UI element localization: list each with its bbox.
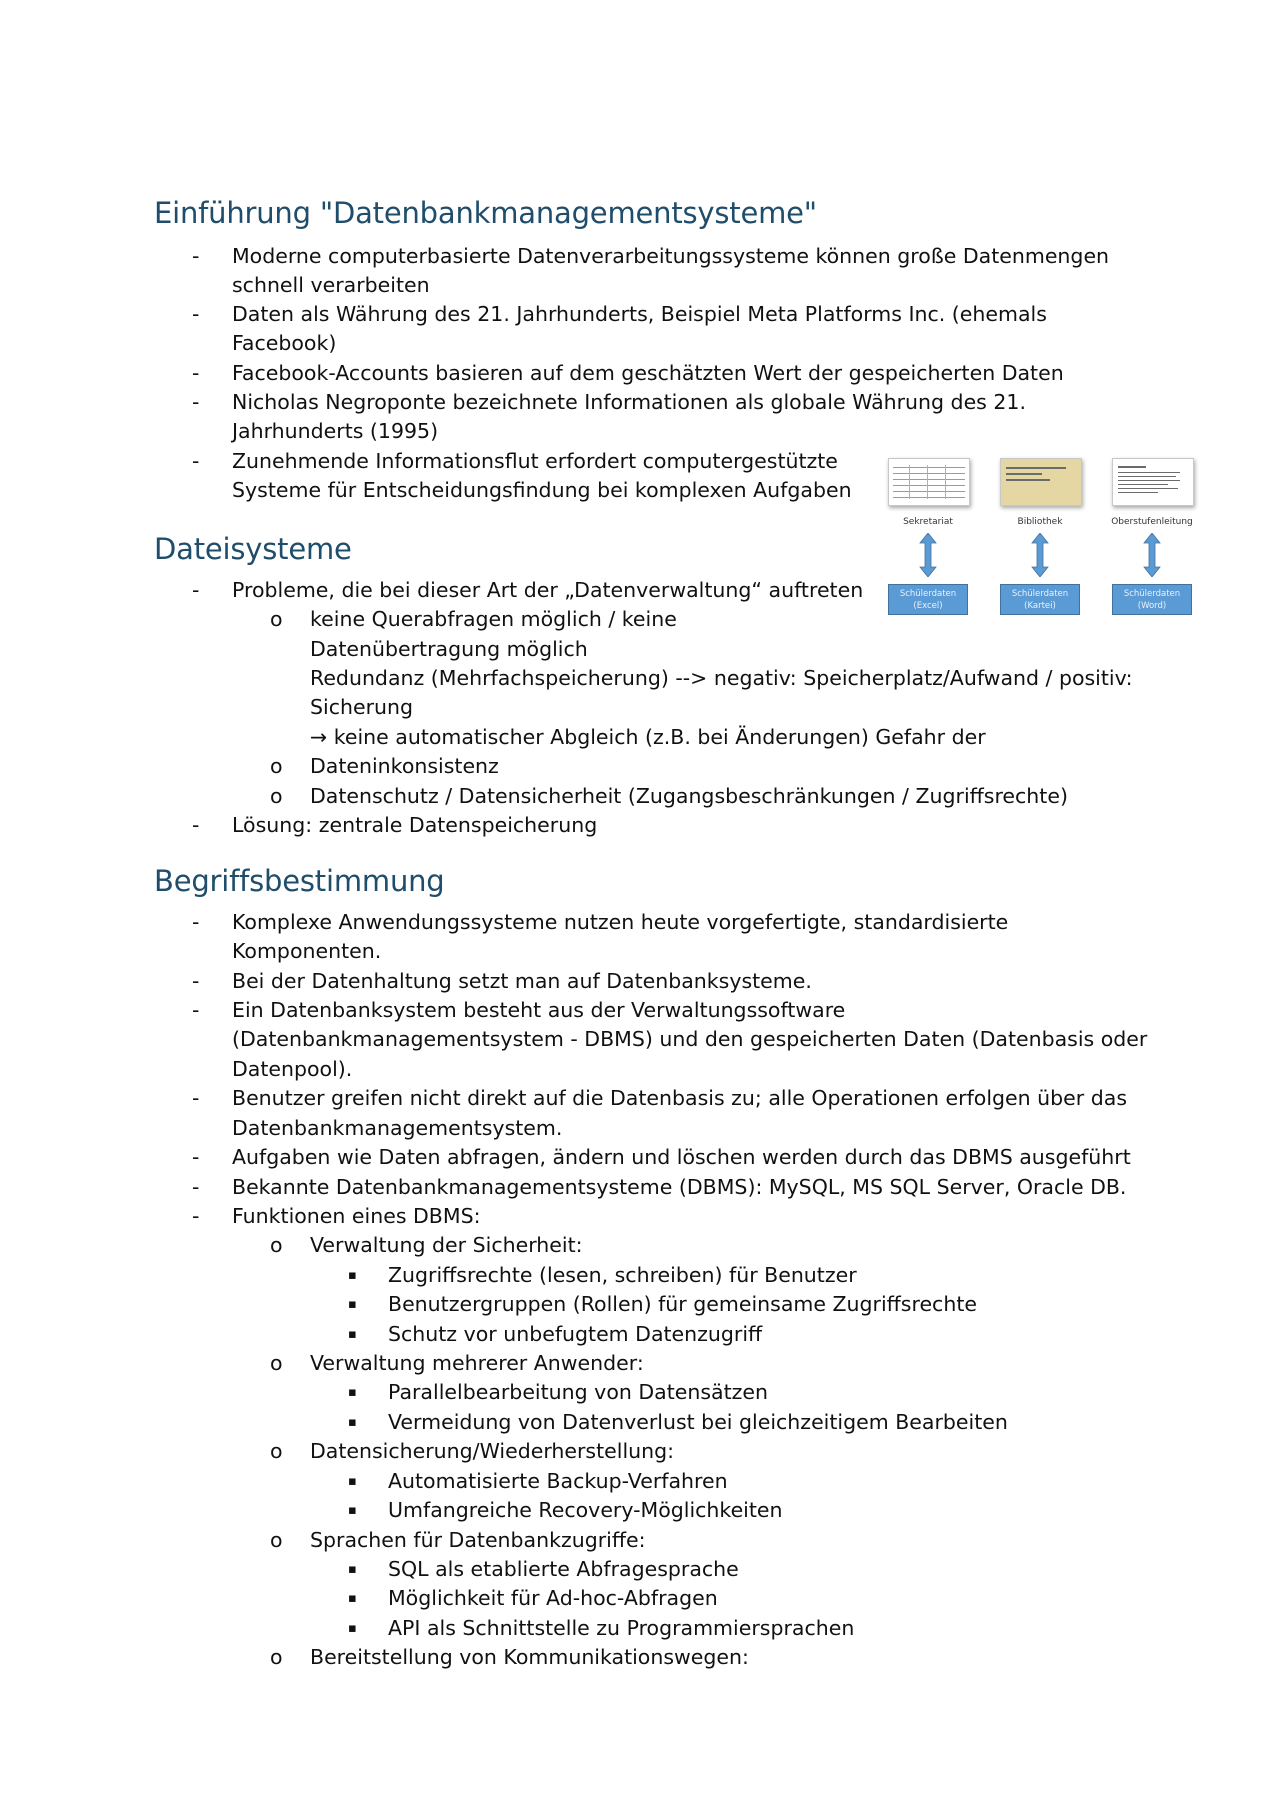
dash-marker: - — [192, 361, 200, 385]
bullet-text: Facebook-Accounts basieren auf dem geschätzten Wert der gespeicherten Daten — [232, 361, 1064, 385]
bullet-text: Komplexe Anwendungssysteme nutzen heute vorgefertigte, standardisierte — [232, 910, 1009, 934]
bullet-text: Facebook) — [232, 331, 337, 355]
bullet-text: Komponenten. — [232, 939, 382, 963]
square-marker: ▪ — [348, 1327, 357, 1342]
dash-marker: - — [192, 1086, 200, 1110]
square-marker: ▪ — [348, 1297, 357, 1312]
bullet-text: Datenübertragung möglich — [310, 637, 588, 661]
bullet-text: Sicherung — [310, 695, 414, 719]
bullet-text: Zunehmende Informationsflut erfordert computergestützte — [232, 449, 838, 473]
dash-marker: - — [192, 244, 200, 268]
dash-marker: - — [192, 302, 200, 326]
bullet-text: Daten als Währung des 21. Jahrhunderts, Beispiel Meta Platforms Inc. (ehemals — [232, 302, 1047, 326]
arrow-line — [310, 723, 986, 753]
bullet-text: schnell verarbeiten — [232, 273, 430, 297]
bullet-text: Bereitstellung von Kommunikationswegen: — [310, 1645, 749, 1669]
dash-marker: - — [192, 998, 200, 1022]
bullet-text: Datensicherung/Wiederherstellung: — [310, 1439, 675, 1463]
circle-marker: o — [270, 1645, 283, 1669]
bullet-text: Lösung: zentrale Datenspeicherung — [232, 813, 598, 837]
dash-marker: - — [192, 449, 200, 473]
circle-marker: o — [270, 607, 283, 631]
dash-marker: - — [192, 969, 200, 993]
bullet-text: Parallelbearbeitung von Datensätzen — [388, 1380, 769, 1404]
bullet-text: Dateninkonsistenz — [310, 754, 499, 778]
square-marker: ▪ — [348, 1621, 357, 1636]
figure-label: Sekretariat — [903, 517, 953, 527]
bullet-text: API als Schnittstelle zu Programmiersprachen — [388, 1616, 855, 1640]
data-box: Schülerdaten (Excel) — [888, 584, 968, 615]
bullet-text: Schutz vor unbefugtem Datenzugriff — [388, 1322, 763, 1346]
card-thumbnail — [1000, 458, 1082, 506]
square-marker: ▪ — [348, 1385, 357, 1400]
section-heading-dateisysteme: Dateisysteme — [154, 532, 352, 566]
section-heading-einfuehrung: Einführung "Datenbankmanagementsysteme" — [154, 196, 817, 230]
circle-marker: o — [270, 1439, 283, 1463]
bullet-text: Benutzer greifen nicht direkt auf die Datenbasis zu; alle Operationen erfolgen über das — [232, 1086, 1127, 1110]
data-box: Schülerdaten (Word) — [1112, 584, 1192, 615]
double-arrow-icon — [1142, 533, 1162, 577]
bullet-text: Zugriffsrechte (lesen, schreiben) für Benutzer — [388, 1263, 857, 1287]
square-marker: ▪ — [348, 1562, 357, 1577]
dash-marker: - — [192, 578, 200, 602]
bullet-text: Automatisierte Backup-Verfahren — [388, 1469, 728, 1493]
bullet-text: Jahrhunderts (1995) — [232, 419, 439, 443]
square-marker: ▪ — [348, 1268, 357, 1283]
bullet-text: Bei der Datenhaltung setzt man auf Datenbanksysteme. — [232, 969, 812, 993]
circle-marker: o — [270, 754, 283, 778]
dash-marker: - — [192, 1175, 200, 1199]
circle-marker: o — [270, 1233, 283, 1257]
circle-marker: o — [270, 784, 283, 808]
bullet-text: Bekannte Datenbankmanagementsysteme (DBMS): MySQL, MS SQL Server, Oracle DB. — [232, 1175, 1127, 1199]
data-box: Schülerdaten (Kartei) — [1000, 584, 1080, 615]
bullet-text: Nicholas Negroponte bezeichnete Informationen als globale Währung des 21. — [232, 390, 1026, 414]
square-marker: ▪ — [348, 1591, 357, 1606]
circle-marker: o — [270, 1351, 283, 1375]
bullet-text: Sprachen für Datenbankzugriffe: — [310, 1528, 646, 1552]
bullet-text: Systeme für Entscheidungsfindung bei komplexen Aufgaben — [232, 478, 852, 502]
dash-marker: - — [192, 1204, 200, 1228]
double-arrow-icon — [918, 533, 938, 577]
bullet-text: Moderne computerbasierte Datenverarbeitungssysteme können große Datenmengen — [232, 244, 1110, 268]
excel-thumbnail — [888, 458, 970, 506]
dash-marker: - — [192, 390, 200, 414]
bullet-text: Benutzergruppen (Rollen) für gemeinsame Zugriffsrechte — [388, 1292, 977, 1316]
bullet-text: Probleme, die bei dieser Art der „Datenverwaltung“ auftreten — [232, 578, 864, 602]
bullet-text: Funktionen eines DBMS: — [232, 1204, 481, 1228]
dash-marker: - — [192, 1145, 200, 1169]
bullet-text: Verwaltung der Sicherheit: — [310, 1233, 583, 1257]
word-thumbnail — [1112, 458, 1194, 506]
arrow-right-icon: → — [310, 725, 328, 749]
square-marker: ▪ — [348, 1474, 357, 1489]
bullet-text: Möglichkeit für Ad-hoc-Abfragen — [388, 1586, 718, 1610]
bullet-text: Redundanz (Mehrfachspeicherung) --> negativ: Speicherplatz/Aufwand / positiv: — [310, 666, 1133, 690]
bullet-text: keine automatischer Abgleich (z.B. bei Änderungen) Gefahr der — [327, 725, 986, 749]
dash-marker: - — [192, 910, 200, 934]
dash-marker: - — [192, 813, 200, 837]
square-marker: ▪ — [348, 1503, 357, 1518]
bullet-text: Datenbankmanagementsystem. — [232, 1116, 563, 1140]
bullet-text: Umfangreiche Recovery-Möglichkeiten — [388, 1498, 783, 1522]
double-arrow-icon — [1030, 533, 1050, 577]
bullet-text: (Datenbankmanagementsystem - DBMS) und den gespeicherten Daten (Datenbasis oder — [232, 1027, 1148, 1051]
bullet-text: Ein Datenbanksystem besteht aus der Verwaltungssoftware — [232, 998, 846, 1022]
bullet-text: Verwaltung mehrerer Anwender: — [310, 1351, 644, 1375]
figure-label: Bibliothek — [1017, 517, 1063, 527]
bullet-text: Datenpool). — [232, 1057, 353, 1081]
dateisysteme-figure — [886, 458, 1206, 618]
bullet-text: Aufgaben wie Daten abfragen, ändern und löschen werden durch das DBMS ausgeführt — [232, 1145, 1131, 1169]
bullet-text: SQL als etablierte Abfragesprache — [388, 1557, 739, 1581]
section-heading-begriffsbestimmung: Begriffsbestimmung — [154, 864, 445, 898]
circle-marker: o — [270, 1528, 283, 1552]
bullet-text: Datenschutz / Datensicherheit (Zugangsbeschränkungen / Zugriffsrechte) — [310, 784, 1068, 808]
figure-label: Oberstufenleitung — [1111, 517, 1193, 527]
square-marker: ▪ — [348, 1415, 357, 1430]
bullet-text: Vermeidung von Datenverlust bei gleichzeitigem Bearbeiten — [388, 1410, 1008, 1434]
bullet-text: keine Querabfragen möglich / keine — [310, 607, 677, 631]
